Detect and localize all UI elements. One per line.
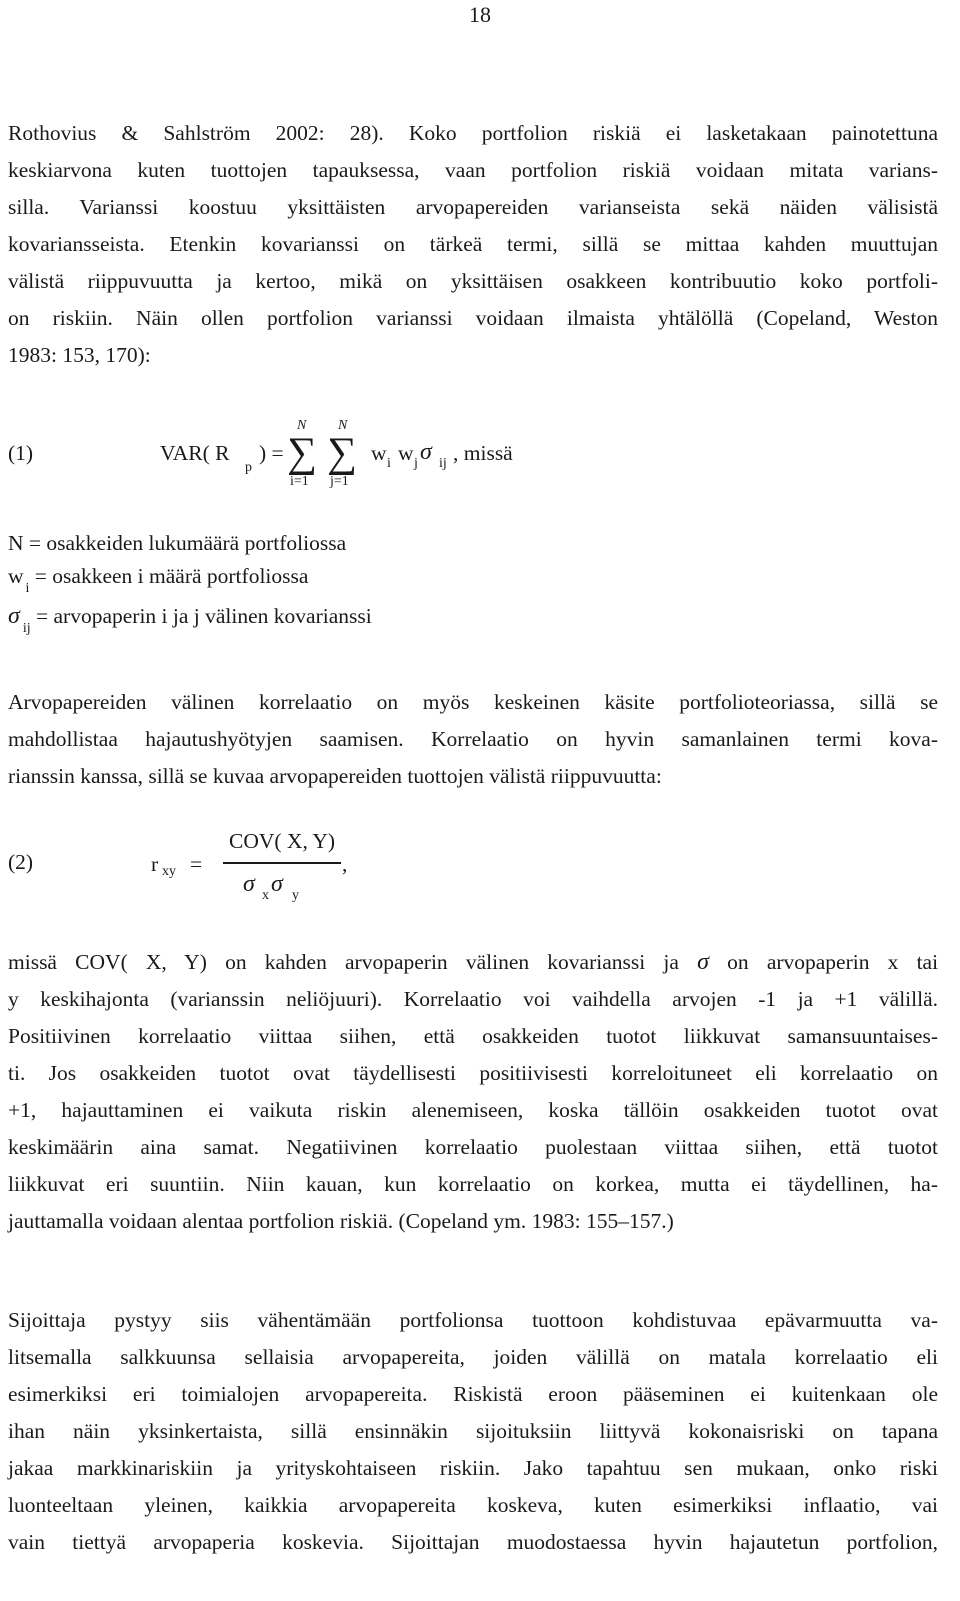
text-line: kovariansseista. Etenkin kovarianssi on tärkeä termi, sillä se mittaa kahden muuttujan <box>8 232 938 256</box>
text-fragment: on kahden arvopaperin välinen kovarianssi ja <box>225 950 679 974</box>
definition-w-text: = osakkeen i määrä portfoliossa <box>34 564 309 588</box>
eq2-r: r <box>151 852 159 876</box>
text-line: Sijoittaja pystyy siis vähentämään portfolionsa tuottoon kohdistuvaa epävarmuutta va- <box>8 1308 938 1332</box>
weight-subscript: i <box>387 456 391 471</box>
text-line: litsemalla salkkuunsa sellaisia arvopapereita, joiden välillä on matala korrelaatio eli <box>8 1345 938 1369</box>
text-line: Rothovius & Sahlström 2002: 28). Koko portfolion riskiä ei lasketakaan painotettuna <box>8 121 938 145</box>
text-line: esimerkiksi eri toimialojen arvopapereita. Riskistä eroon pääseminen ei kuitenkaan ole <box>8 1382 938 1406</box>
sum-upper-limit: N <box>338 418 348 433</box>
definition-w-symbol: w <box>8 564 24 588</box>
eq1-trailing-text: , missä <box>453 441 513 465</box>
text-line: ihan näin yksinkertaista, sillä ensinnäkin sijoituksiin liittyvä kokonaisriski on tapana <box>8 1419 938 1443</box>
text-line: liikkuvat eri suuntiin. Niin kauan, kun korrelaatio on korkea, mutta ei täydellinen, ha- <box>8 1172 938 1196</box>
text-line: ti. Jos osakkeiden tuotot ovat täydellisesti positiivisesti korreloituneet eli korrelaatio on <box>8 1061 938 1085</box>
paragraph-correlation-explained <box>8 944 938 1240</box>
sigma-symbol: σ <box>420 439 432 465</box>
inline-math-cov: COV( X, Y) <box>75 950 207 974</box>
text-line: keskiarvona kuten tuottojen tapauksessa, vaan portfolion riskiä voidaan mitata varians- <box>8 158 938 182</box>
text-line: on riskiin. Näin ollen portfolion varianssi voidaan ilmaista yhtälöllä (Copeland, Weston <box>8 306 938 330</box>
eq2-numerator: COV( X, Y) <box>229 829 336 853</box>
eq2-r-subscript: xy <box>162 864 176 879</box>
denominator-sigma-y: σ <box>271 871 283 897</box>
definition-sigma-subscript: ij <box>22 621 31 636</box>
text-fragment: missä <box>8 950 57 974</box>
text-line: y keskihajonta (varianssin neliöjuuri). Korrelaatio voi vaihdella arvojen -1 ja +1 välillä. <box>8 987 938 1011</box>
page-number: 18 <box>469 2 491 27</box>
text-line: välistä riippuvuutta ja kertoo, mikä on yksittäisen osakkeen kontribuutio koko portfoli- <box>8 269 938 293</box>
paragraph-investor <box>8 1302 938 1561</box>
inline-sigma: σ <box>697 949 709 975</box>
text-line: rianssin kanssa, sillä se kuvaa arvopapereiden tuottojen välistä riippuvuutta: <box>8 764 662 788</box>
summation-symbol: ∑ <box>327 430 357 476</box>
sum-lower-limit: j=1 <box>330 474 349 489</box>
eq1-lhs-subscript: p <box>245 460 252 475</box>
definition-w-subscript: i <box>25 581 30 596</box>
text-line: keskimäärin aina samat. Negatiivinen korrelaatio puolestaan viittaa siihen, että tuotot <box>8 1135 938 1159</box>
equation-number: (1) <box>8 441 34 465</box>
text-line: silla. Varianssi koostuu yksittäisten arvopapereiden varianseista sekä näiden välisistä <box>8 195 938 219</box>
weight-w: w <box>371 441 387 465</box>
paragraph-intro <box>8 115 938 374</box>
sigma-subscript: ij <box>439 456 447 471</box>
eq1-lhs-close: ) = <box>259 441 284 465</box>
text-fragment: on arvopaperin x tai <box>727 950 939 974</box>
definition-N: N = osakkeiden lukumäärä portfoliossa <box>8 531 347 555</box>
denominator-subscript-x: x <box>262 888 269 903</box>
eq2-trailing: , <box>342 852 348 876</box>
denominator-subscript-y: y <box>292 888 299 903</box>
sum-upper-limit: N <box>297 418 307 433</box>
fraction-bar <box>223 862 341 864</box>
sum-lower-limit: i=1 <box>290 474 309 489</box>
definition-w <box>8 564 309 596</box>
weight-w: w <box>398 441 414 465</box>
denominator-sigma-x: σ <box>243 871 255 897</box>
text-line: Positiivinen korrelaatio viittaa siihen, että osakkeiden tuotot liikkuvat samansuuntaises- <box>8 1024 938 1048</box>
eq1-lhs: VAR( R <box>160 441 230 465</box>
text-line-with-math <box>8 944 938 981</box>
definition-sigma-symbol: σ <box>8 603 20 629</box>
definition-sigma <box>8 603 372 636</box>
text-line: jauttamalla voidaan alentaa portfolion riskiä. (Copeland ym. 1983: 155–157.) <box>8 1209 674 1233</box>
summation-symbol: ∑ <box>287 430 317 476</box>
text-line: vain tiettyä arvopaperia koskevia. Sijoittajan muodostaessa hyvin hajautetun portfolion, <box>8 1530 938 1554</box>
text-line: luonteeltaan yleinen, kaikkia arvopapereita koskeva, kuten esimerkiksi inflaatio, vai <box>8 1493 938 1517</box>
text-line: 1983: 153, 170): <box>8 343 151 367</box>
text-line: jakaa markkinariskiin ja yrityskohtaiseen riskiin. Jako tapahtuu sen mukaan, onko riski <box>8 1456 938 1480</box>
equation-number: (2) <box>8 850 34 874</box>
weight-subscript: j <box>414 456 418 471</box>
text-line: mahdollistaa hajautushyötyjen saamisen. Korrelaatio on hyvin samanlainen termi kova- <box>8 727 938 751</box>
paragraph-correlation <box>8 684 938 795</box>
text-line: Arvopapereiden välinen korrelaatio on myös keskeinen käsite portfolioteoriassa, sillä se <box>8 690 938 714</box>
eq2-equals: = <box>190 852 203 876</box>
text-line: +1, hajauttaminen ei vaikuta riskin alenemiseen, koska tällöin osakkeiden tuotot ovat <box>8 1098 938 1122</box>
definition-sigma-text: = arvopaperin i ja j välinen kovarianssi <box>36 604 372 628</box>
